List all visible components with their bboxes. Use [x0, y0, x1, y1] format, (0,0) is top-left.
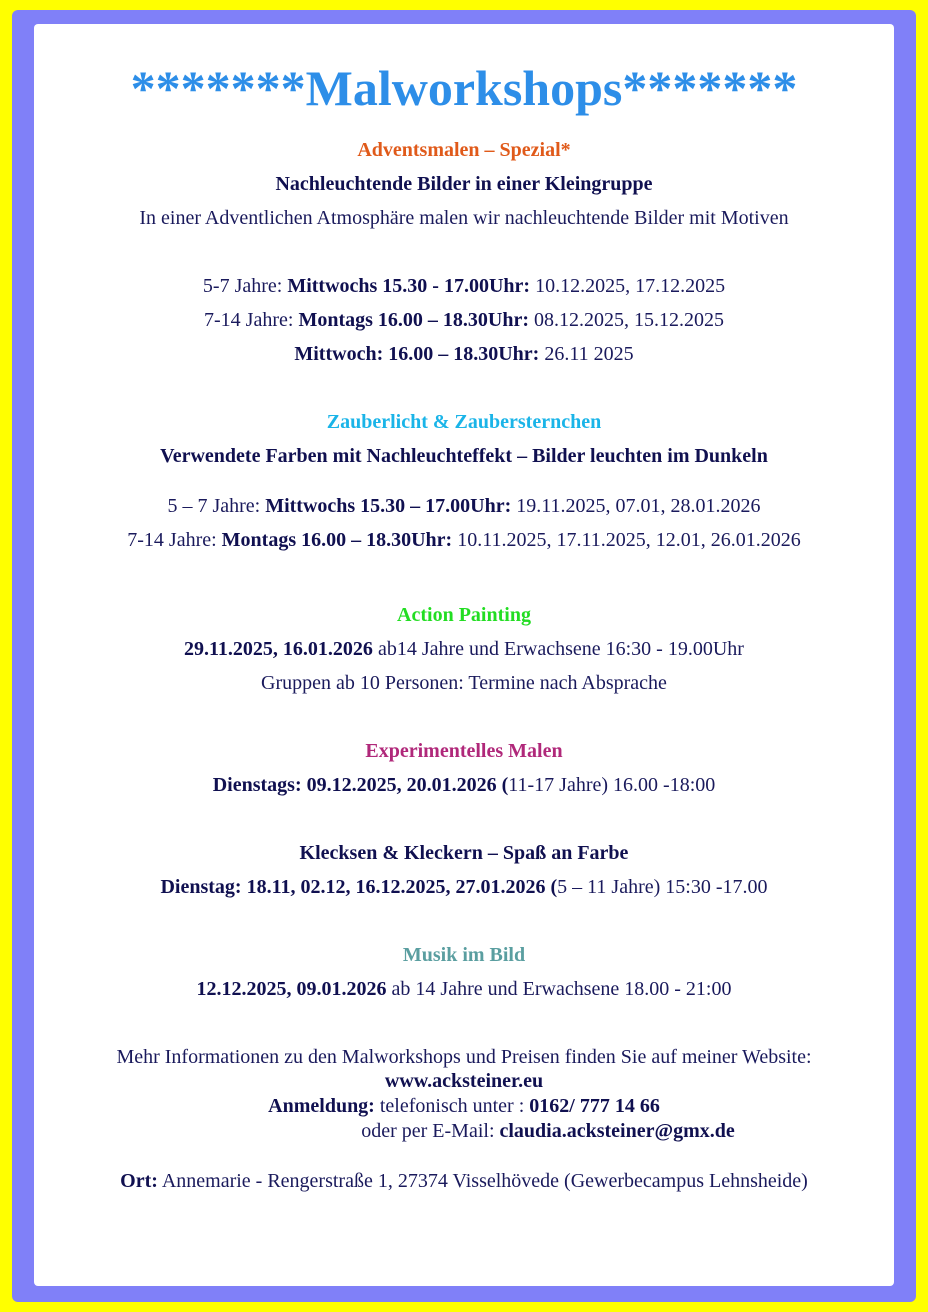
email-link[interactable]: claudia.acksteiner@gmx.de — [499, 1120, 735, 1142]
musik-row — [34, 977, 894, 1001]
flyer-paper — [34, 24, 894, 1286]
more-info-text: Mehr Informationen zu den Malworkshops und Preisen finden Sie auf meiner Website: — [116, 1046, 812, 1068]
zauber-row-2 — [34, 528, 894, 552]
action-row — [34, 637, 894, 661]
zauber-heading: Zauberlicht & Zaubersternchen — [326, 411, 602, 433]
location-row — [34, 1169, 894, 1193]
page-border — [12, 10, 916, 1302]
page-title: *******Malworkshops******* — [130, 60, 798, 116]
experimental-dates: Dienstags: 09.12.2025, 20.01.2026 ( — [212, 774, 509, 796]
klecksen-info: 5 – 11 Jahre) 15:30 -17.00 — [557, 876, 768, 898]
zauber-row-2-dates: 10.11.2025, 17.11.2025, 12.01, 26.01.2026 — [452, 529, 801, 551]
advent-row-1-time: Mittwochs 15.30 - 17.00Uhr: — [287, 275, 531, 297]
registration-text: telefonisch unter : — [374, 1095, 530, 1117]
advent-row-3-time: Mittwoch: 16.00 – 18.30Uhr: — [294, 343, 540, 365]
advent-row-2-dates: 08.12.2025, 15.12.2025 — [528, 309, 724, 331]
advent-row-3-dates: 26.11 2025 — [539, 343, 634, 365]
musik-dates: 12.12.2025, 09.01.2026 — [196, 978, 387, 1000]
action-groups: Gruppen ab 10 Personen: Termine nach Absprache — [261, 672, 667, 694]
klecksen-dates: Dienstag: 18.11, 02.12, 16.12.2025, 27.01.2026 ( — [160, 876, 558, 898]
advent-row-3 — [34, 342, 894, 366]
zauber-row-2-time: Montags 16.00 – 18.30Uhr: — [221, 529, 453, 551]
action-dates: 29.11.2025, 16.01.2026 — [184, 638, 373, 660]
advent-description: In einer Adventlichen Atmosphäre malen wir nachleuchtende Bilder mit Motiven — [139, 207, 789, 229]
phone-number[interactable]: 0162/ 777 14 66 — [529, 1095, 660, 1117]
email-text: oder per E-Mail: — [361, 1120, 500, 1142]
klecksen-row — [34, 875, 894, 899]
registration-label: Anmeldung: — [268, 1095, 375, 1117]
zauber-row-1-age: 5 – 7 Jahre: — [167, 495, 266, 517]
advent-row-2 — [34, 308, 894, 332]
registration-row — [34, 1094, 894, 1118]
location-address: Annemarie - Rengerstraße 1, 27374 Visselhövede (Gewerbecampus Lehnsheide) — [157, 1170, 808, 1192]
advent-subheading: Nachleuchtende Bilder in einer Kleingruppe — [275, 173, 653, 195]
advent-row-2-age: 7-14 Jahre: — [204, 309, 299, 331]
email-row — [118, 1119, 928, 1143]
musik-info: ab 14 Jahre und Erwachsene 18.00 - 21:00 — [386, 978, 732, 1000]
zauber-row-1-time: Mittwochs 15.30 – 17.00Uhr: — [265, 495, 512, 517]
advent-row-1-dates: 10.12.2025, 17.12.2025 — [530, 275, 726, 297]
experimental-info: 11-17 Jahre) 16.00 -18:00 — [508, 774, 716, 796]
experimental-row — [34, 773, 894, 797]
advent-row-1 — [34, 274, 894, 298]
website-link[interactable]: www.acksteiner.eu — [384, 1070, 544, 1092]
experimental-heading: Experimentelles Malen — [365, 740, 563, 762]
advent-row-1-age: 5-7 Jahre: — [202, 275, 288, 297]
advent-row-2-time: Montags 16.00 – 18.30Uhr: — [298, 309, 529, 331]
zauber-row-2-age: 7-14 Jahre: — [127, 529, 222, 551]
location-label: Ort: — [120, 1170, 158, 1192]
zauber-subheading: Verwendete Farben mit Nachleuchteffekt – Bilder leuchten im Dunkeln — [160, 445, 768, 467]
advent-heading: Adventsmalen – Spezial* — [357, 139, 571, 161]
action-info: ab14 Jahre und Erwachsene 16:30 - 19.00Uhr — [372, 638, 744, 660]
action-heading: Action Painting — [397, 604, 531, 626]
zauber-row-1 — [34, 494, 894, 518]
klecksen-heading: Klecksen & Kleckern – Spaß an Farbe — [299, 842, 629, 864]
musik-heading: Musik im Bild — [402, 944, 526, 966]
zauber-row-1-dates: 19.11.2025, 07.01, 28.01.2026 — [511, 495, 761, 517]
